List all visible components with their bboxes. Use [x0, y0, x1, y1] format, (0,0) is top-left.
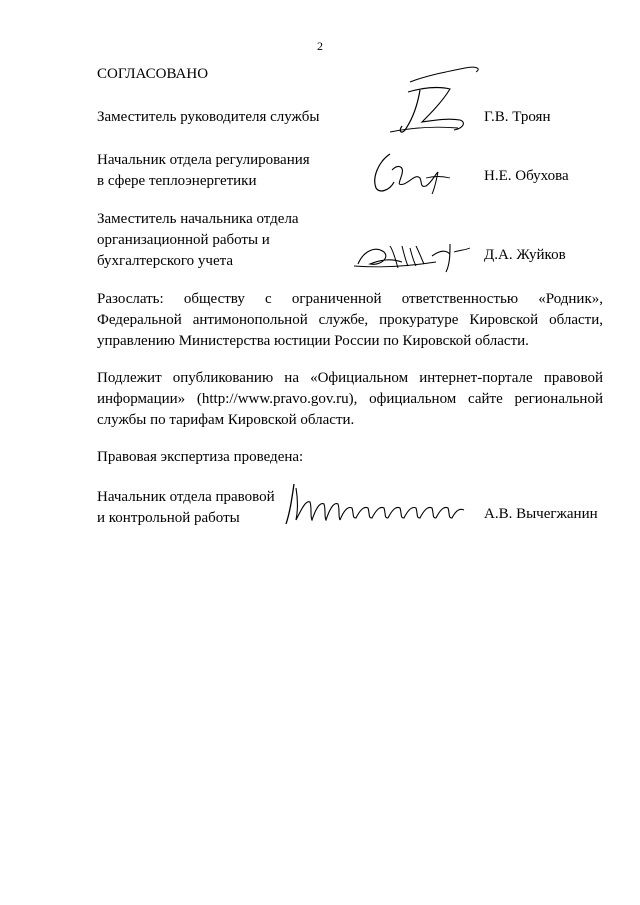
publication-line: информации» (http://www.pravo.gov.ru), официальном сайте региональной: [97, 391, 603, 407]
publication-line: службы по тарифам Кировской области.: [97, 412, 355, 428]
approval-3-position: Заместитель начальника отдела организационной работы и бухгалтерского учета: [97, 211, 299, 269]
approval-3-name: Д.А. Жуйков: [484, 247, 566, 263]
distribution-paragraph: [97, 289, 603, 352]
distribution-line: Федеральной антимонопольной службе, прокуратуре Кировской области,: [97, 312, 603, 328]
legal-signatory-position: Начальник отдела правовой и контрольной работы: [97, 489, 275, 526]
signature-zhuykov: [350, 236, 475, 276]
approval-2-position: Начальник отдела регулирования в сфере теплоэнергетики: [97, 152, 310, 189]
signature-obukhova: [368, 148, 458, 198]
legal-review-note: Правовая экспертиза проведена:: [97, 449, 304, 465]
approval-2-name: Н.Е. Обухова: [484, 168, 569, 184]
publication-line: Подлежит опубликованию на «Официальном интернет-портале правовой: [97, 370, 603, 386]
distribution-line: управлению Министерства юстиции России по Кировской области.: [97, 333, 529, 349]
publication-paragraph: [97, 368, 603, 431]
approval-heading: СОГЛАСОВАНО: [97, 66, 209, 82]
signature-vychegzhanin: [280, 480, 470, 528]
approval-1-position: Заместитель руководителя службы: [97, 109, 320, 125]
signature-troyan: [380, 62, 490, 142]
legal-signatory-name: А.В. Вычегжанин: [484, 506, 598, 522]
distribution-line: Разослать: обществу с ограниченной ответственностью «Родник»,: [97, 291, 603, 307]
page-number: 2: [317, 39, 323, 53]
approval-1-name: Г.В. Троян: [484, 109, 551, 125]
